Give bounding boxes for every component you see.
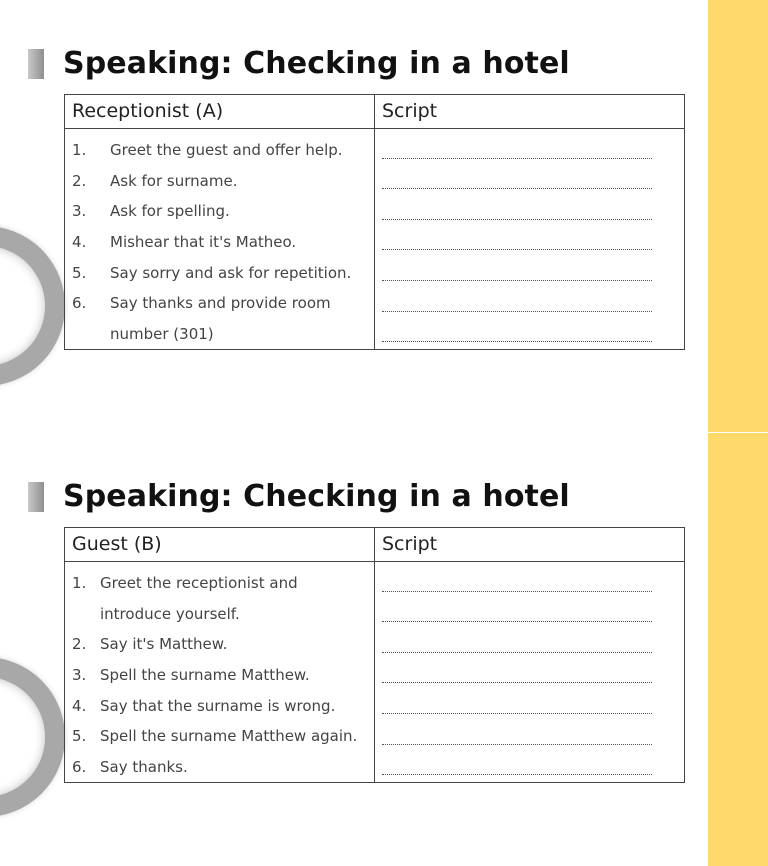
title-marker-bar — [28, 482, 44, 512]
instruction-line — [65, 660, 374, 691]
line-number: 4. — [72, 696, 87, 715]
line-number: 1. — [72, 574, 87, 593]
instruction-line — [65, 319, 374, 350]
instruction-text: Spell the surname Matthew. — [100, 666, 310, 685]
instruction-line — [65, 166, 374, 197]
role-table — [64, 94, 685, 350]
instruction-text: Say that the surname is wrong. — [100, 696, 336, 715]
instruction-list — [65, 562, 375, 782]
instruction-text: Greet the receptionist and — [100, 574, 298, 593]
instruction-line — [65, 721, 374, 752]
script-column-header: Script — [382, 533, 438, 555]
script-blank-line[interactable] — [375, 599, 684, 630]
instruction-list — [65, 129, 375, 349]
script-blank-line[interactable] — [375, 721, 684, 752]
script-blank-line[interactable] — [375, 690, 684, 721]
instruction-text: Spell the surname Matthew again. — [100, 727, 358, 746]
role-column-header: Guest (B) — [65, 528, 375, 561]
instruction-text: Greet the guest and offer help. — [110, 141, 343, 160]
line-number: 5. — [72, 263, 87, 282]
instruction-text: Say thanks. — [100, 757, 188, 776]
line-number: 2. — [72, 635, 87, 654]
side-panel-bottom — [708, 433, 768, 866]
instruction-text: Say sorry and ask for repetition. — [110, 263, 352, 282]
line-number: 5. — [72, 727, 87, 746]
role-table — [64, 527, 685, 783]
script-blank-line[interactable] — [375, 227, 684, 258]
line-number: 3. — [72, 666, 87, 685]
line-number: 3. — [72, 202, 87, 221]
script-blank-line[interactable] — [375, 629, 684, 660]
instruction-text: Ask for surname. — [110, 171, 238, 190]
script-column — [375, 562, 684, 782]
script-blank-line[interactable] — [375, 196, 684, 227]
instruction-line — [65, 568, 374, 599]
table-body — [65, 562, 684, 782]
section-title: Speaking: Checking in a hotel — [63, 479, 570, 514]
script-blank-line[interactable] — [375, 288, 684, 319]
instruction-line — [65, 227, 374, 258]
instruction-line — [65, 135, 374, 166]
section-title-row — [28, 46, 570, 81]
side-panel-top — [708, 0, 768, 432]
instruction-line — [65, 629, 374, 660]
script-blank-line[interactable] — [375, 752, 684, 783]
script-column — [375, 129, 684, 349]
table-header — [65, 95, 684, 129]
script-blank-line[interactable] — [375, 660, 684, 691]
section-title-row — [28, 479, 570, 514]
instruction-line — [65, 752, 374, 783]
section-title: Speaking: Checking in a hotel — [63, 46, 570, 81]
table-body — [65, 129, 684, 349]
instruction-text: Mishear that it's Matheo. — [110, 233, 297, 252]
title-marker-bar — [28, 49, 44, 79]
decorative-ring — [0, 657, 65, 817]
script-blank-line[interactable] — [375, 135, 684, 166]
table-header — [65, 528, 684, 562]
instruction-line — [65, 288, 374, 319]
instruction-line — [65, 599, 374, 630]
script-blank-line[interactable] — [375, 166, 684, 197]
line-number: 6. — [72, 757, 87, 776]
instruction-text: Say thanks and provide room — [110, 294, 331, 313]
instruction-line — [65, 257, 374, 288]
line-number: 2. — [72, 171, 87, 190]
instruction-text: Say it's Matthew. — [100, 635, 228, 654]
decorative-ring — [0, 226, 65, 386]
script-blank-line[interactable] — [375, 319, 684, 350]
instruction-line — [65, 690, 374, 721]
instruction-text: number (301) — [110, 324, 214, 343]
instruction-text: introduce yourself. — [100, 604, 240, 623]
line-number: 6. — [72, 294, 87, 313]
instruction-line — [65, 196, 374, 227]
role-column-header: Receptionist (A) — [65, 95, 375, 128]
script-blank-line[interactable] — [375, 257, 684, 288]
script-blank-line[interactable] — [375, 568, 684, 599]
line-number: 1. — [72, 141, 87, 160]
line-number: 4. — [72, 233, 87, 252]
instruction-text: Ask for spelling. — [110, 202, 230, 221]
script-column-header: Script — [382, 100, 438, 122]
